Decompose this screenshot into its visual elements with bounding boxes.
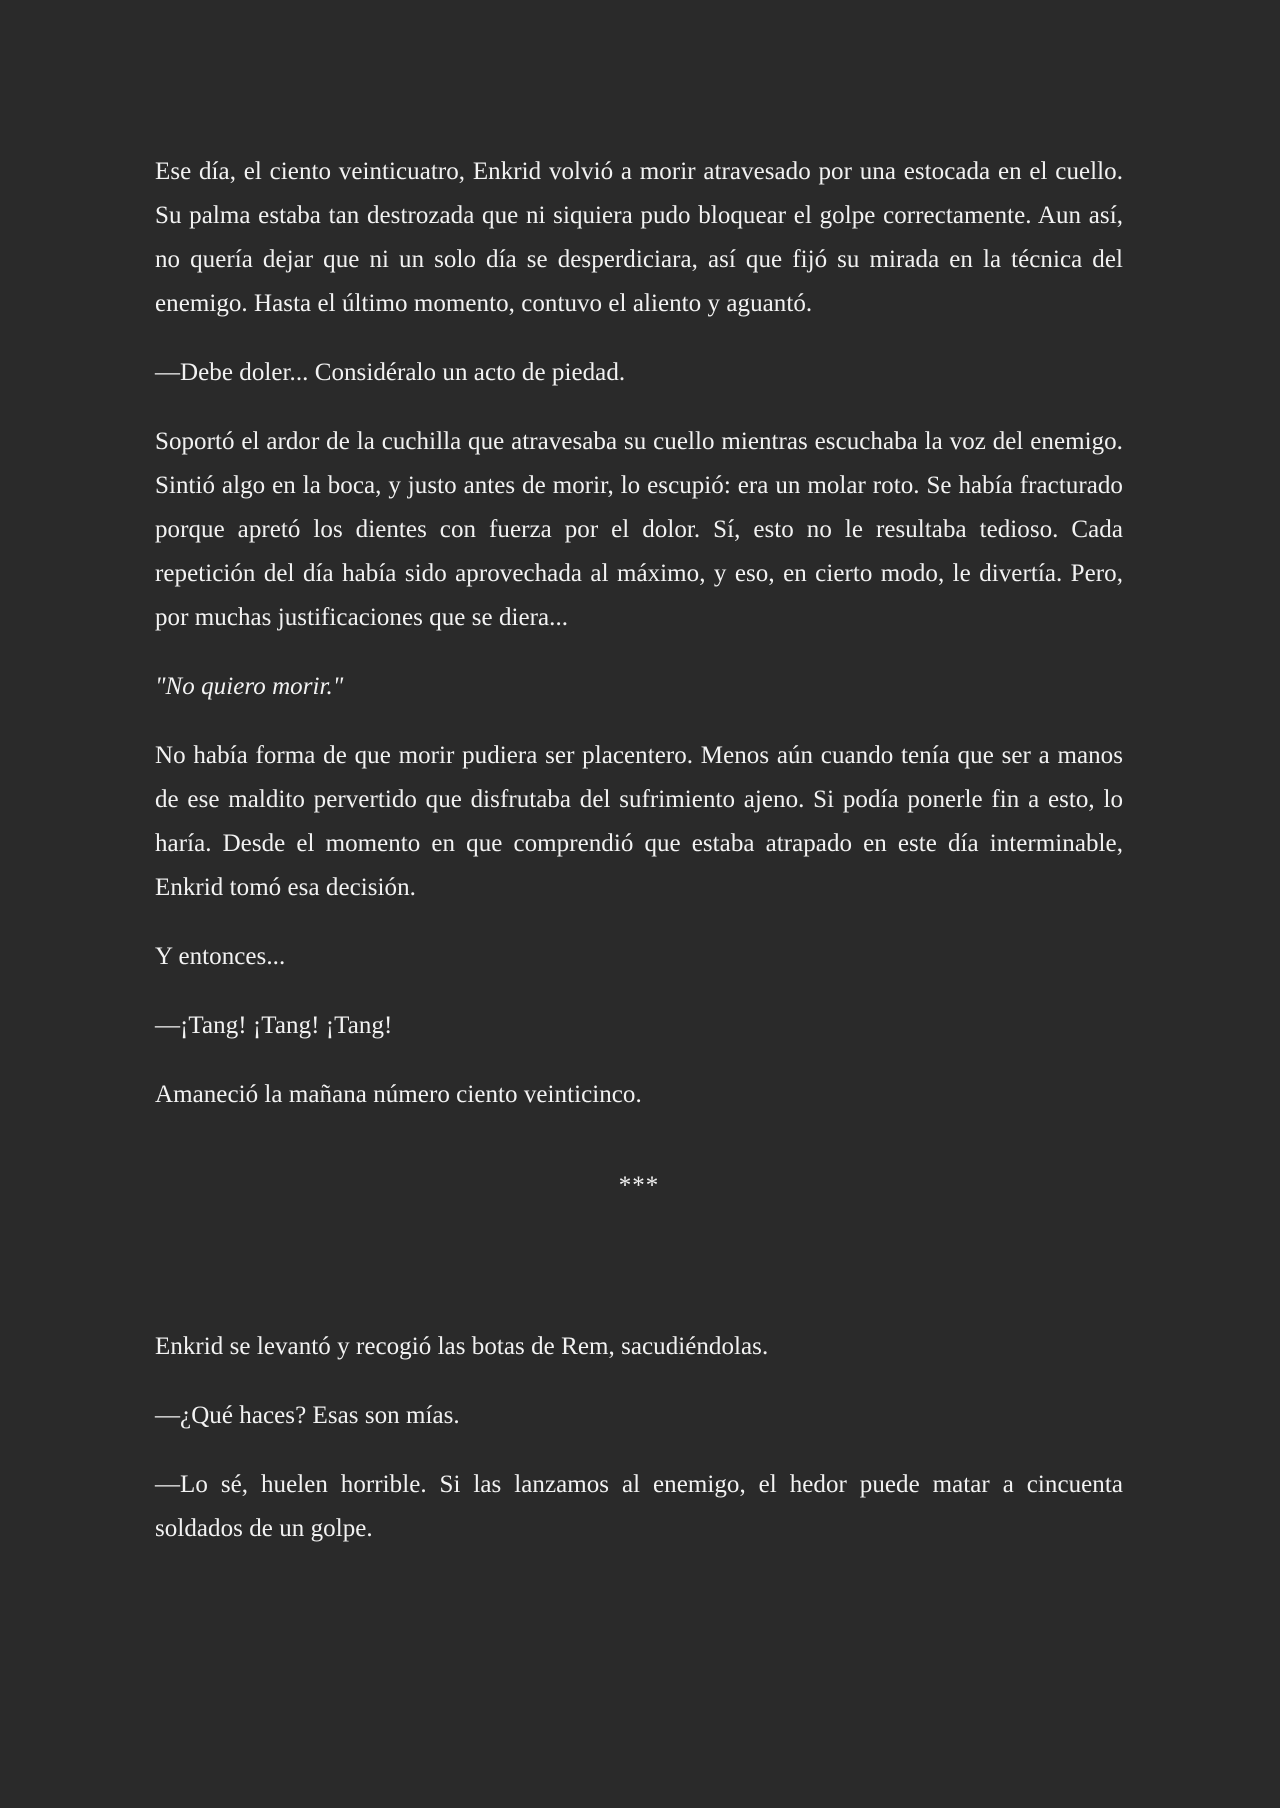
- paragraph-thought: "No quiero morir.": [155, 673, 344, 700]
- paragraph-rem-question: —¿Qué haces? Esas son mías.: [155, 1402, 460, 1429]
- paragraph-boots: Enkrid se levantó y recogió las botas de Rem, sacudiéndolas.: [155, 1333, 769, 1360]
- paragraph-dawn-125: Amaneció la mañana número ciento veinticinco.: [155, 1081, 642, 1108]
- document-page: [155, 150, 1123, 1576]
- section-separator: ***: [618, 1172, 660, 1199]
- paragraph-enkrid-reply: —Lo sé, huelen horrible. Si las lanzamos al enemigo, el hedor puede matar a cincuenta soldados de un golpe.: [155, 1471, 1123, 1542]
- paragraph-tang: —¡Tang! ¡Tang! ¡Tang!: [155, 1012, 393, 1039]
- paragraph-molar: Soportó el ardor de la cuchilla que atravesaba su cuello mientras escuchaba la voz del enemigo. Sintió algo en la boca, y justo antes de morir, lo escupió: era un molar roto. Se había fracturado porque apretó los dientes con fuerza por el dolor. Sí, esto no le resultaba tedioso. Cada repetición del día había sido aprovechada al máximo, y eso, en cierto modo, le divertía. Pero, por muchas justificaciones que se diera...: [155, 428, 1123, 631]
- paragraph-death-124: Ese día, el ciento veinticuatro, Enkrid volvió a morir atravesado por una estocada en el cuello. Su palma estaba tan destrozada que ni siquiera pudo bloquear el golpe correctamente. Aun así, no quería dejar que ni un solo día se desperdiciara, así que fijó su mirada en la técnica del enemigo. Hasta el último momento, contuvo el aliento y aguantó.: [155, 158, 1123, 317]
- paragraph-decision: No había forma de que morir pudiera ser placentero. Menos aún cuando tenía que ser a manos de ese maldito pervertido que disfrutaba del sufrimiento ajeno. Si podía ponerle fin a esto, lo haría. Desde el momento en que comprendió que estaba atrapado en este día interminable, Enkrid tomó esa decisión.: [155, 742, 1123, 901]
- paragraph-enemy-dialogue: —Debe doler... Considéralo un acto de piedad.: [155, 359, 626, 386]
- paragraph-and-then: Y entonces...: [155, 943, 286, 970]
